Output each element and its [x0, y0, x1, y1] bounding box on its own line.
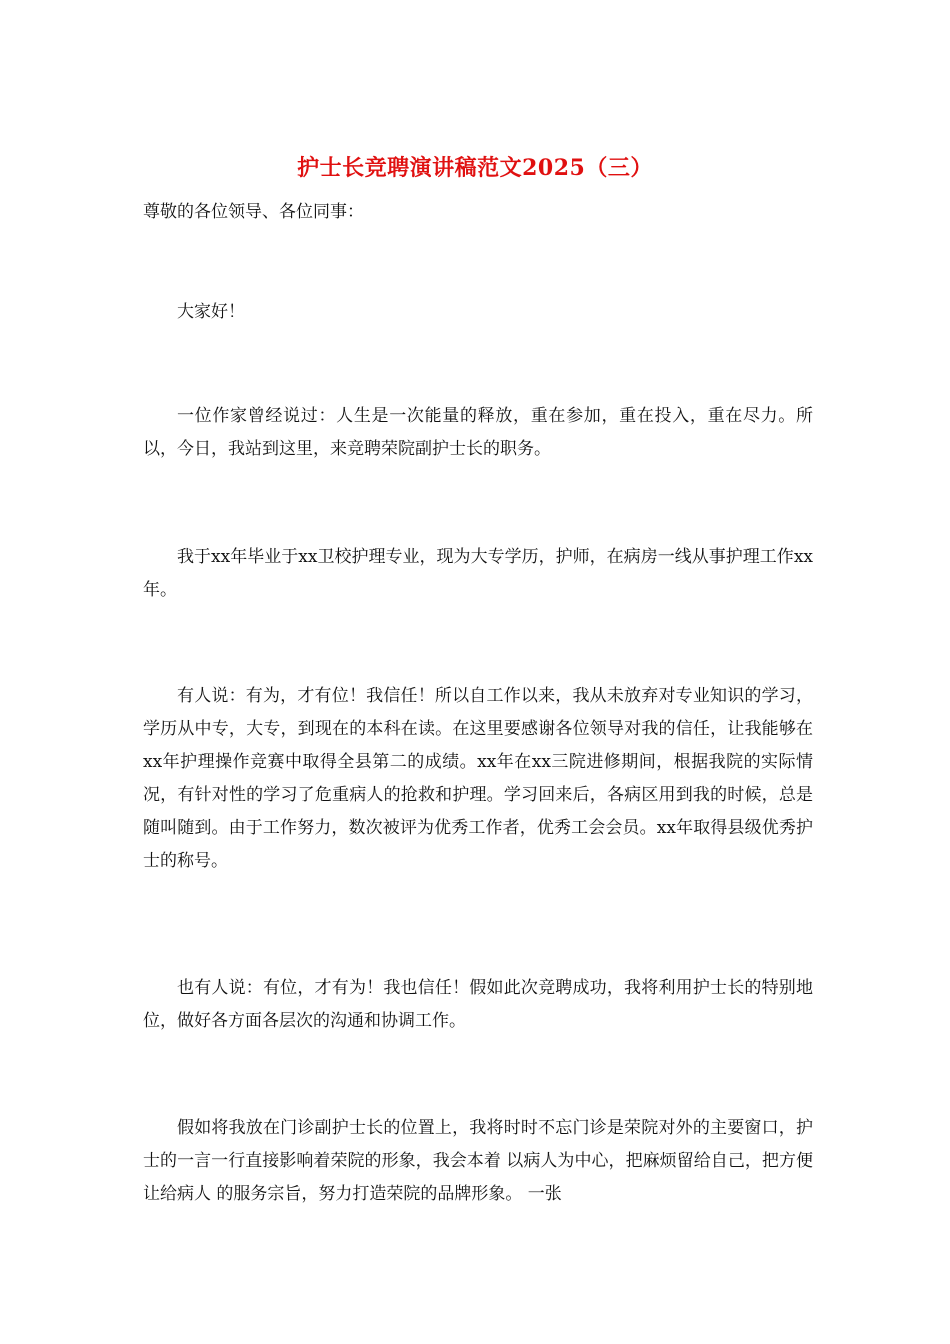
greeting-line: 尊敬的各位领导、各位同事：	[143, 202, 364, 222]
paragraph-outpatient: 假如将我放在门诊副护士长的位置上，我将时时不忘门诊是荣院对外的主要窗口，护士的一言一行直接影响着荣院的形象，我会本着 以病人为中心，把麻烦留给自己，把方便让给病人 的服务宗旨，努力打造荣院的品牌形象。 一张	[143, 1118, 813, 1204]
document-title: 护士长竞聘演讲稿范文2025（三）	[297, 155, 653, 181]
paragraph-opening: 大家好！	[177, 302, 245, 322]
paragraph-plan: 也有人说：有位，才有为！我也信任！假如此次竞聘成功，我将利用护士长的特别地位，做好各方面各层次的沟通和协调工作。	[143, 978, 813, 1031]
paragraph-background: 我于xx年毕业于xx卫校护理专业，现为大专学历，护师，在病房一线从事护理工作xx年。	[143, 547, 813, 600]
paragraph-quote: 一位作家曾经说过：人生是一次能量的释放，重在参加，重在投入，重在尽力。所以，今日，我站到这里，来竞聘荣院副护士长的职务。	[143, 406, 813, 459]
paragraph-achievements: 有人说：有为，才有位！我信任！所以自工作以来，我从未放弃对专业知识的学习，学历从中专，大专，到现在的本科在读。在这里要感谢各位领导对我的信任，让我能够在xx年护理操作竞赛中取得全县第二的成绩。xx年在xx三院进修期间，根据我院的实际情况，有针对性的学习了危重病人的抢救和护理。学习回来后，各病区用到我的时候，总是随叫随到。由于工作努力，数次被评为优秀工作者，优秀工会会员。xx年取得县级优秀护士的称号。	[143, 686, 813, 871]
